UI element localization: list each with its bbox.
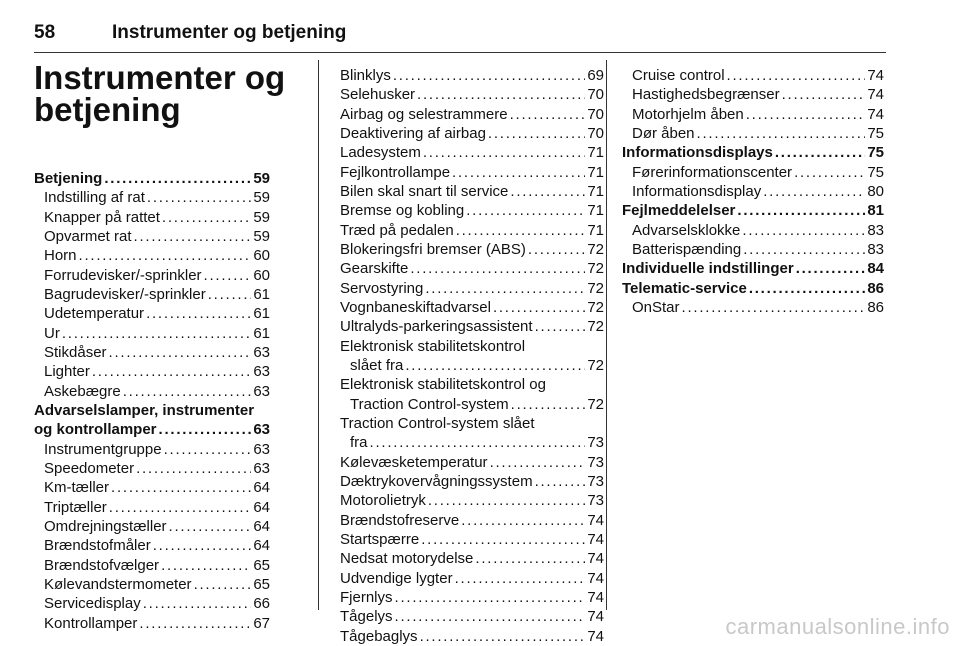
- toc-page: 59: [253, 208, 270, 226]
- toc-leader: [143, 594, 252, 613]
- toc-label: slået fra: [350, 356, 404, 374]
- toc-page: 69: [587, 67, 604, 84]
- toc-section-betjening[interactable]: [34, 169, 270, 188]
- toc-page: 80: [867, 182, 884, 200]
- toc-page: 64: [253, 517, 270, 535]
- toc-page: 63: [253, 421, 270, 439]
- toc-page: 71: [587, 202, 604, 220]
- toc-entry[interactable]: [34, 498, 270, 517]
- toc-entry[interactable]: [340, 221, 604, 240]
- toc-leader: [162, 208, 251, 227]
- toc-entry[interactable]: [34, 304, 270, 323]
- toc-entry[interactable]: [340, 453, 604, 472]
- toc-entry[interactable]: [340, 530, 604, 549]
- toc-leader: [746, 105, 866, 124]
- toc-page: 74: [587, 511, 604, 529]
- toc-entry-line1[interactable]: Elektronisk stabilitetskontrol: [340, 337, 526, 355]
- toc-label: Tågelys: [340, 608, 393, 626]
- toc-page: 70: [587, 124, 604, 142]
- toc-page: 59: [253, 227, 270, 245]
- toc-section-individuelle-indstillinger[interactable]: [622, 259, 884, 278]
- toc-page: 66: [253, 595, 270, 613]
- toc-label: Servostyring: [340, 279, 424, 297]
- toc-label: Startspærre: [340, 530, 420, 548]
- toc-leader: [136, 459, 251, 478]
- toc-section-advarsel[interactable]: [34, 420, 270, 439]
- toc-page: 73: [587, 453, 604, 471]
- toc-leader: [510, 182, 585, 201]
- toc-column-2: [340, 66, 604, 646]
- toc-label: Kølevæsketemperatur: [340, 453, 488, 471]
- toc-leader: [208, 285, 252, 304]
- toc-entry[interactable]: [340, 588, 604, 607]
- chapter-title-line: betjening: [34, 91, 181, 128]
- toc-label: Dør åben: [632, 124, 695, 142]
- toc-page: 84: [867, 260, 884, 278]
- toc-page: 65: [253, 575, 270, 593]
- toc-entry[interactable]: [34, 285, 270, 304]
- toc-entry[interactable]: [34, 459, 270, 478]
- toc-entry[interactable]: [340, 433, 604, 452]
- toc-label: Indstilling af rat: [44, 189, 145, 207]
- toc-entry[interactable]: [340, 491, 604, 510]
- toc-entry[interactable]: [340, 85, 604, 104]
- toc-section-fejlmeddelelser[interactable]: [622, 201, 884, 220]
- toc-page: 70: [587, 105, 604, 123]
- toc-leader: [697, 124, 866, 143]
- toc-leader: [421, 530, 585, 549]
- toc-entry[interactable]: [340, 182, 604, 201]
- toc-label: Udvendige lygter: [340, 569, 453, 587]
- toc-section-informationsdisplays[interactable]: [622, 143, 884, 162]
- toc-leader: [775, 143, 865, 162]
- toc-label: Brændstofmåler: [44, 537, 151, 555]
- toc-leader: [535, 472, 586, 491]
- toc-leader: [146, 304, 251, 323]
- toc-leader: [62, 324, 251, 343]
- toc-page: 72: [587, 356, 604, 374]
- toc-page: 74: [587, 608, 604, 626]
- toc-label: Kontrollamper: [44, 614, 138, 632]
- toc-label: Instrumentgruppe: [44, 440, 162, 458]
- toc-leader: [742, 221, 865, 240]
- toc-page: 74: [587, 569, 604, 587]
- toc-leader: [164, 440, 252, 459]
- toc-entry[interactable]: [34, 343, 270, 362]
- toc-label: Motorolietryk: [340, 492, 426, 510]
- toc-page: 64: [253, 537, 270, 555]
- chapter-title-line: Instrumenter og: [34, 59, 286, 96]
- toc-label: Ur: [44, 324, 60, 342]
- toc-leader: [420, 627, 586, 646]
- running-title: Instrumenter og betjening: [112, 22, 347, 43]
- toc-leader: [493, 298, 585, 317]
- toc-entry[interactable]: [622, 182, 884, 201]
- toc-label: Dæktrykovervågningssystem: [340, 472, 533, 490]
- toc-entry[interactable]: [34, 517, 270, 536]
- toc-page: 63: [253, 440, 270, 458]
- toc-page: 61: [253, 285, 270, 303]
- toc-entry[interactable]: [340, 356, 604, 375]
- toc-leader: [153, 536, 252, 555]
- toc-page: 72: [587, 395, 604, 413]
- toc-entry[interactable]: [340, 240, 604, 259]
- toc-label: OnStar: [632, 298, 680, 316]
- toc-leader: [423, 143, 585, 162]
- toc-leader: [109, 498, 252, 517]
- watermark: carmanualsonline.info: [725, 614, 950, 639]
- toc-leader: [161, 556, 251, 575]
- toc-label: Traction Control-system: [350, 395, 509, 413]
- toc-label: Horn: [44, 247, 77, 265]
- toc-leader: [169, 517, 252, 536]
- toc-leader: [782, 85, 866, 104]
- toc-entry[interactable]: [622, 85, 884, 104]
- toc-entry[interactable]: [34, 324, 270, 343]
- toc-label: og kontrollamper: [34, 421, 157, 439]
- toc-page: 70: [587, 86, 604, 104]
- toc-leader: [395, 588, 586, 607]
- toc-entry[interactable]: [34, 227, 270, 246]
- toc-page: 61: [253, 305, 270, 323]
- toc-label: Informationsdisplay: [632, 182, 762, 200]
- toc-entry[interactable]: [340, 124, 604, 143]
- toc-entry[interactable]: [340, 143, 604, 162]
- toc-page: 81: [867, 202, 884, 220]
- toc-page: 74: [587, 627, 604, 645]
- toc-page: 60: [253, 247, 270, 265]
- toc-leader: [749, 279, 866, 298]
- toc-page: 83: [867, 240, 884, 258]
- toc-label: Udetemperatur: [44, 305, 145, 323]
- toc-label: fra: [350, 434, 368, 452]
- toc-label: Triptæller: [44, 498, 107, 516]
- toc-label: Gearskifte: [340, 260, 409, 278]
- toc-column-3: [622, 66, 884, 317]
- toc-label: Brændstofreserve: [340, 511, 460, 529]
- toc-entry[interactable]: [34, 246, 270, 265]
- toc-entry[interactable]: [340, 105, 604, 124]
- toc-leader: [535, 317, 586, 336]
- toc-leader: [79, 246, 252, 265]
- toc-page: 72: [587, 279, 604, 297]
- toc-page: 86: [867, 279, 884, 297]
- toc-label: Bagrudevisker/-sprinkler: [44, 285, 206, 303]
- toc-entry[interactable]: [340, 259, 604, 278]
- toc-leader: [159, 420, 252, 439]
- toc-page: 73: [587, 472, 604, 490]
- toc-leader: [147, 188, 251, 207]
- toc-leader: [682, 298, 866, 317]
- toc-entry[interactable]: [34, 536, 270, 555]
- page-number: 58: [34, 22, 56, 43]
- toc-page: 65: [253, 556, 270, 574]
- toc-entry[interactable]: [340, 317, 604, 336]
- toc-leader: [134, 227, 252, 246]
- toc-entry[interactable]: [340, 511, 604, 530]
- toc-entry[interactable]: [622, 124, 884, 143]
- toc-page: 74: [867, 86, 884, 104]
- toc-page: 72: [587, 260, 604, 278]
- toc-leader: [204, 266, 252, 285]
- toc-page: 75: [867, 163, 884, 181]
- toc-page: 71: [587, 144, 604, 162]
- toc-entry[interactable]: [340, 549, 604, 568]
- toc-leader: [743, 240, 865, 259]
- toc-entry[interactable]: [622, 105, 884, 124]
- toc-entry[interactable]: [340, 607, 604, 626]
- toc-leader: [796, 259, 866, 278]
- toc-page: 59: [253, 170, 270, 187]
- toc-leader: [405, 356, 585, 375]
- toc-entry[interactable]: [340, 279, 604, 298]
- toc-label: Km-tæller: [44, 479, 110, 497]
- toc-leader: [727, 66, 866, 85]
- toc-leader: [194, 575, 252, 594]
- toc-entry[interactable]: [34, 266, 270, 285]
- toc-page: 63: [253, 382, 270, 400]
- toc-leader: [425, 279, 585, 298]
- toc-entry-line1[interactable]: Traction Control-system slået: [340, 414, 535, 432]
- toc-label: Informationsdisplays: [622, 144, 773, 162]
- toc-label: Knapper på rattet: [44, 208, 160, 226]
- toc-label: Bremse og kobling: [340, 202, 465, 220]
- toc-label: Vognbaneskiftadvarsel: [340, 298, 491, 316]
- toc-leader: [395, 607, 586, 626]
- toc-label: Betjening: [34, 170, 103, 187]
- toc-label: Selehusker: [340, 86, 416, 104]
- toc-entry[interactable]: [34, 208, 270, 227]
- toc-label: Tågebaglys: [340, 627, 418, 645]
- toc-page: 64: [253, 479, 270, 497]
- toc-entry[interactable]: [340, 395, 604, 414]
- toc-leader: [737, 201, 865, 220]
- toc-page: 72: [587, 318, 604, 336]
- toc-label: Lighter: [44, 363, 90, 381]
- toc-leader: [109, 343, 252, 362]
- toc-label: Deaktivering af airbag: [340, 124, 486, 142]
- toc-label: Cruise control: [632, 67, 725, 84]
- toc-leader: [510, 105, 586, 124]
- toc-entry[interactable]: [34, 188, 270, 207]
- toc-page: 83: [867, 221, 884, 239]
- toc-label: Batterispænding: [632, 240, 742, 258]
- toc-entry[interactable]: [340, 627, 604, 646]
- toc-entry[interactable]: [622, 298, 884, 317]
- toc-leader: [490, 453, 586, 472]
- toc-label: Kølevandstermometer: [44, 575, 192, 593]
- toc-leader: [528, 240, 585, 259]
- toc-leader: [475, 549, 585, 568]
- toc-page: 74: [587, 530, 604, 548]
- toc-page: 75: [867, 124, 884, 142]
- toc-label: Bilen skal snart til service: [340, 182, 509, 200]
- toc-entry[interactable]: [340, 201, 604, 220]
- toc-page: 64: [253, 498, 270, 516]
- toc-page: 73: [587, 434, 604, 452]
- toc-label: Askebægre: [44, 382, 121, 400]
- toc-page: 63: [253, 363, 270, 381]
- toc-label: Fejlkontrollampe: [340, 163, 451, 181]
- toc-label: Omdrejningstæller: [44, 517, 167, 535]
- toc-label: Individuelle indstillinger: [622, 260, 794, 278]
- toc-label: Hastighedsbegrænser: [632, 86, 780, 104]
- toc-page: 75: [867, 144, 884, 162]
- toc-leader: [456, 221, 586, 240]
- toc-label: Stikdåser: [44, 343, 107, 361]
- toc-entry[interactable]: [340, 569, 604, 588]
- toc-leader: [417, 85, 585, 104]
- toc-page: 71: [587, 182, 604, 200]
- toc-label: Speedometer: [44, 459, 135, 477]
- toc-label: Fjernlys: [340, 588, 393, 606]
- toc-entry[interactable]: [34, 362, 270, 381]
- toc-entry[interactable]: [34, 575, 270, 594]
- toc-entry[interactable]: [622, 221, 884, 240]
- toc-label: Telematic-service: [622, 279, 747, 297]
- toc-label: Fejlmeddelelser: [622, 202, 736, 220]
- toc-label: Forrudevisker/-sprinkler: [44, 266, 202, 284]
- toc-page: 59: [253, 189, 270, 207]
- toc-leader: [466, 201, 585, 220]
- toc-section-label[interactable]: Advarselslamper, instrumenter: [34, 401, 255, 419]
- toc-leader: [763, 182, 865, 201]
- toc-leader: [393, 66, 585, 85]
- toc-label: Brændstofvælger: [44, 556, 160, 574]
- toc-entry[interactable]: [622, 163, 884, 182]
- toc-column-1: [34, 169, 270, 633]
- toc-label: Ultralyds-parkeringsassistent: [340, 318, 533, 336]
- toc-label: Blokeringsfri bremser (ABS): [340, 240, 526, 258]
- toc-page: 71: [587, 221, 604, 239]
- toc-page: 74: [867, 67, 884, 84]
- toc-entry[interactable]: [622, 240, 884, 259]
- toc-leader: [461, 511, 585, 530]
- toc-page: 74: [587, 588, 604, 606]
- toc-leader: [428, 491, 585, 510]
- toc-entry[interactable]: [34, 594, 270, 613]
- toc-entry[interactable]: [340, 163, 604, 182]
- toc-page: 67: [253, 614, 270, 632]
- toc-leader: [794, 163, 865, 182]
- toc-entry[interactable]: [340, 66, 604, 85]
- toc-entry[interactable]: [34, 614, 270, 633]
- toc-page: 71: [587, 163, 604, 181]
- toc-label: Advarselsklokke: [632, 221, 741, 239]
- toc-leader: [455, 569, 586, 588]
- toc-page: 60: [253, 266, 270, 284]
- toc-label: Træd på pedalen: [340, 221, 454, 239]
- toc-page: 74: [867, 105, 884, 123]
- toc-page: 72: [587, 298, 604, 316]
- toc-page: 61: [253, 324, 270, 342]
- toc-leader: [111, 478, 251, 497]
- toc-label: Opvarmet rat: [44, 227, 132, 245]
- toc-page: 72: [587, 240, 604, 258]
- toc-label: Nedsat motorydelse: [340, 550, 474, 568]
- toc-leader: [104, 169, 251, 188]
- toc-page: 63: [253, 459, 270, 477]
- toc-page: 74: [587, 550, 604, 568]
- toc-entry[interactable]: [34, 478, 270, 497]
- toc-leader: [452, 163, 585, 182]
- toc-entry[interactable]: [34, 556, 270, 575]
- toc-label: Motorhjelm åben: [632, 105, 744, 123]
- toc-leader: [92, 362, 251, 381]
- toc-leader: [511, 395, 586, 414]
- toc-entry[interactable]: [340, 472, 604, 491]
- toc-leader: [123, 382, 252, 401]
- toc-label: Ladesystem: [340, 144, 421, 162]
- toc-label: Blinklys: [340, 67, 391, 84]
- toc-entry[interactable]: [622, 66, 884, 85]
- column-divider: [606, 60, 607, 610]
- toc-leader: [488, 124, 585, 143]
- toc-entry-line1[interactable]: Elektronisk stabilitetskontrol og: [340, 376, 546, 394]
- toc-label: Førerinformationscenter: [632, 163, 793, 181]
- toc-page: 63: [253, 343, 270, 361]
- toc-entry[interactable]: [340, 298, 604, 317]
- toc-label: Servicedisplay: [44, 595, 141, 613]
- toc-leader: [410, 259, 585, 278]
- column-divider: [318, 60, 319, 610]
- toc-leader: [139, 614, 251, 633]
- toc-label: Airbag og selestrammere: [340, 105, 508, 123]
- toc-page: 73: [587, 492, 604, 510]
- header-rule: [34, 52, 886, 53]
- toc-leader: [370, 433, 586, 452]
- chapter-title: [34, 59, 304, 128]
- toc-section-telematic-service[interactable]: [622, 279, 884, 298]
- toc-page: 86: [867, 298, 884, 316]
- toc-entry[interactable]: [34, 440, 270, 459]
- toc-entry[interactable]: [34, 382, 270, 401]
